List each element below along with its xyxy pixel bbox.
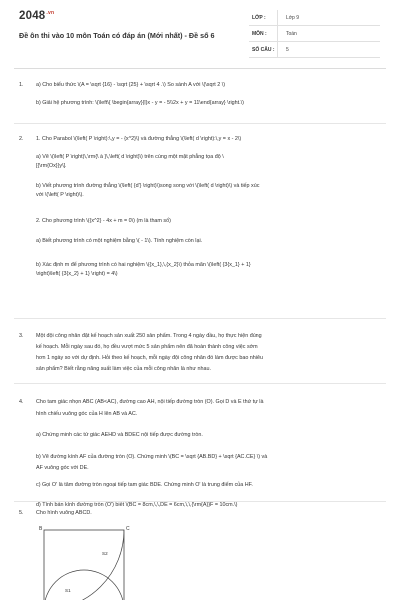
header <box>0 0 400 68</box>
square-figure <box>38 524 138 600</box>
question-line: b) Viết phương trình đường thẳng \(\left( {d'} \right)\)song song với \(\left( d \right)\) và tiếp xúc <box>36 183 260 189</box>
question-number: 3. <box>19 333 24 339</box>
question-line: Cho tam giác nhọn ABC (AB<AC), đường cao AH, nội tiếp đường tròn (O). Gọi D và E thứ tự là <box>36 399 264 405</box>
question-line: Một đội công nhân đặt kế hoạch sản xuất 250 sản phẩm. Trong 4 ngày đầu, họ thực hiện đúng <box>36 333 262 339</box>
question-line: với \(\left( P \right)\). <box>36 192 84 198</box>
info-label: MÔN : <box>249 26 278 42</box>
question-divider <box>14 383 386 384</box>
question-line: a) Cho biểu thức \(A = \sqrt {16} - \sqrt {25} + \sqrt 4 .\) So sánh A với \(\sqrt 2 \) <box>36 82 226 88</box>
question-line: \right)\left( {3{x_2} + 1} \right) = 4\) <box>36 271 118 277</box>
square-abcd <box>44 530 124 600</box>
info-value: Toán <box>278 26 381 42</box>
info-row-subject <box>249 26 380 42</box>
vertex-label-b: B <box>39 526 43 532</box>
info-table <box>249 10 380 58</box>
info-value: Lớp 9 <box>278 10 381 26</box>
question-line: b) Vẽ đường kính AF của đường tròn (O). Chứng minh \(BC = \sqrt {AB.BD} + \sqrt {AC.CE} \) và <box>36 454 268 460</box>
region-label-s2: S2 <box>102 551 108 556</box>
question-number: 4. <box>19 399 24 405</box>
quarter-arc-b <box>38 524 124 600</box>
question-divider <box>14 501 386 502</box>
region-label-s1: S1 <box>65 588 71 593</box>
question-line: 2. Cho phương trình \({x^2} - 4x + m = 0\) (m là tham số) <box>36 218 171 224</box>
question-line: b) Giải hệ phương trình: \(\left\{ \begin{array}{l}x - y = - 5\\2x + y = 11\end{array} \right.\) <box>36 100 244 106</box>
header-divider <box>14 68 386 69</box>
question-line: Cho hình vuông ABCD. <box>36 510 92 516</box>
info-row-count <box>249 42 380 58</box>
question-divider <box>14 123 386 124</box>
site-logo[interactable]: $2048^{.vn}$ <box>19 10 55 22</box>
question-line: AF vuông góc với DE. <box>36 465 89 471</box>
semicircle-arc <box>44 570 124 600</box>
info-value: 5 <box>278 42 381 58</box>
question-line: d) Tính bán kính đường tròn (O') biết \(BC = 8cm,\,\,DE = 6cm,\,\,{\rm{A}}F = 10cm.\) <box>36 502 238 508</box>
question-line: a) Biết phương trình có một nghiệm bằng \( - 1\). Tính nghiệm còn lại. <box>36 238 203 244</box>
question-line: a) Chứng minh các tứ giác AEHD và BDEC nội tiếp được đường tròn. <box>36 432 203 438</box>
question-line: [{\rm{Ox}}y\]. <box>36 163 67 169</box>
question-line: hình chiếu vuông góc của H lên AB và AC. <box>36 411 138 417</box>
question-line: sản phẩm? Biết rằng năng suất làm việc của mỗi công nhân là như nhau. <box>36 366 212 372</box>
question-number: 5. <box>19 510 24 516</box>
question-line: c) Gọi O' là tâm đường tròn ngoại tiếp tam giác BDE. Chứng minh O' là trung điểm của HF. <box>36 482 253 488</box>
question-line: kế hoạch. Mỗi ngày sau đó, họ đều vượt mức 5 sản phẩm nên đã hoàn thành công việc sớm <box>36 344 258 350</box>
document-title: Đề ôn thi vào 10 môn Toán có đáp án (Mới nhất) - Đề số 6 <box>19 31 215 40</box>
info-label: LỚP : <box>249 10 278 26</box>
vertex-label-c: C <box>126 526 130 532</box>
question-number: 1. <box>19 82 24 88</box>
info-label: SỐ CÂU : <box>249 42 278 58</box>
question-line: hơn 1 ngày so với dự định. Hỏi theo kế hoạch, mỗi ngày đội công nhân đó làm được bao nhiêu <box>36 355 264 361</box>
question-divider <box>14 318 386 319</box>
question-number: 2. <box>19 136 24 142</box>
info-row-class <box>249 10 380 26</box>
question-line: 1. Cho Parabol \(\left( P \right):\,y = - {x^2}\) và đường thẳng \(\left( d \right):\,y = x - 2\) <box>36 136 242 142</box>
question-line: b) Xác định m để phương trình có hai nghiệm \({x_1},\,{x_2}\) thỏa mãn \(\left( {3{x_1} + 1} <box>36 262 251 268</box>
question-line: a) Vẽ \(\left( P \right)\,\rm{\ à }\,\left( d \right)\) trên cùng một mặt phẳng tọa độ \ <box>36 154 224 160</box>
